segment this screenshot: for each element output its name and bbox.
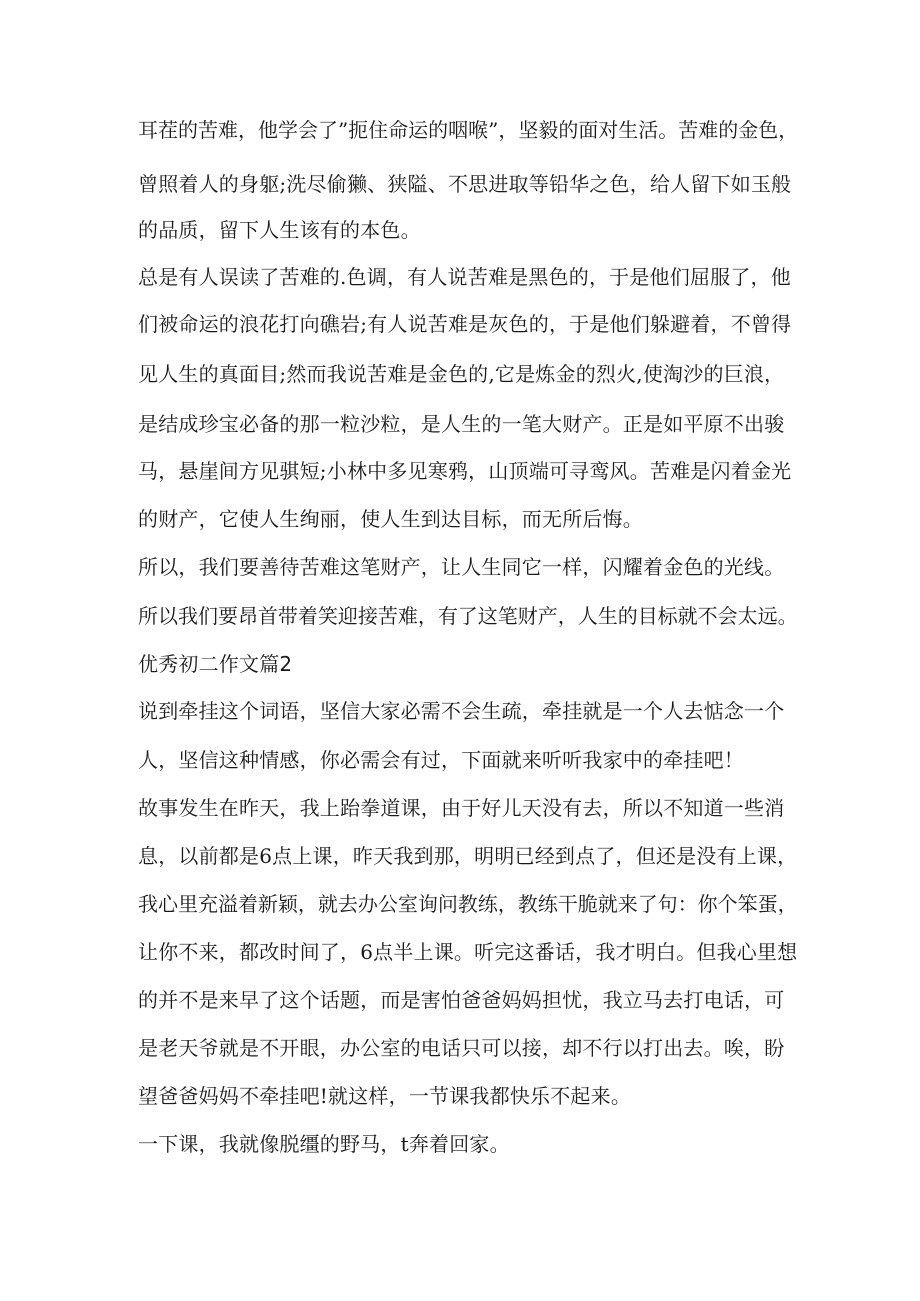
text-line: 人，坚信这种情感，你必需会有过，下面就来听听我家中的牵挂吧！ [138, 748, 744, 772]
text-line: 总是有人误读了苦难的.色调，有人说苦难是黑色的，于是他们屈服了，他 [138, 265, 791, 289]
section-heading: 优秀初二作文篇2 [138, 652, 293, 676]
text-line: 所以，我们要善待苦难这笔财产，让人生同它一样，闪耀着金色的光线。 [138, 555, 785, 579]
text-line: 息，以前都是6点上课，昨天我到那，明明已经到点了，但还是没有上课， [138, 844, 798, 868]
text-line: 让你不来，都改时间了，6点半上课。听完这番话，我才明白。但我心里想 [138, 940, 798, 964]
text-line: 说到牵挂这个词语，坚信大家必需不会生疏，牵挂就是一个人去惦念一个 [138, 699, 785, 723]
text-line: 望爸爸妈妈不牵挂吧!就这样，一节课我都快乐不起来。 [138, 1084, 632, 1108]
text-line: 见人生的真面目;然而我说苦难是金色的,它是炼金的烈火,使淘沙的巨浪， [138, 362, 785, 386]
text-line: 的并不是来早了这个话题，而是害怕爸爸妈妈担忧，我立马去打电话，可 [138, 988, 785, 1012]
text-line: 的品质，留下人生该有的本色。 [138, 218, 421, 242]
text-line: 故事发生在昨天，我上跆拳道课，由于好儿天没有去，所以不知道一些消 [138, 796, 785, 820]
text-line: 我心里充溢着新颖，就去办公室询问教练，教练干脆就来了句：你个笨蛋， [138, 892, 798, 916]
text-line: 曾照着人的身躯;洗尽偷獭、狭隘、不思进取等铅华之色，给人留下如玉般 [138, 172, 792, 196]
text-line: 所以我们要昂首带着笑迎接苦难，有了这笔财产，人生的目标就不会太远。 [138, 604, 798, 628]
text-line: 的财产，它使人生绚丽，使人生到达目标，而无所后悔。 [138, 507, 643, 531]
text-line: 一下课，我就像脱缰的野马，t奔着回家。 [138, 1132, 510, 1156]
text-line: 们被命运的浪花打向礁岩;有人说苦难是灰色的，于是他们躲避着，不曾得 [138, 312, 792, 336]
text-line: 耳茬的苦难，他学会了”扼住命运的咽喉”，坚毅的面对生活。苦难的金色， [138, 118, 799, 142]
text-line: 马，悬崖间方见骐短;小林中多见寒鸦，山顶端可寻鸾风。苦难是闪着金光 [138, 459, 792, 483]
text-line: 是结成珍宝必备的那一粒沙粒，是人生的一笔大财产。正是如平原不出骏 [138, 412, 785, 436]
text-line: 是老天爷就是不开眼，办公室的电话只可以接，却不行以打出去。唉，盼 [138, 1036, 785, 1060]
